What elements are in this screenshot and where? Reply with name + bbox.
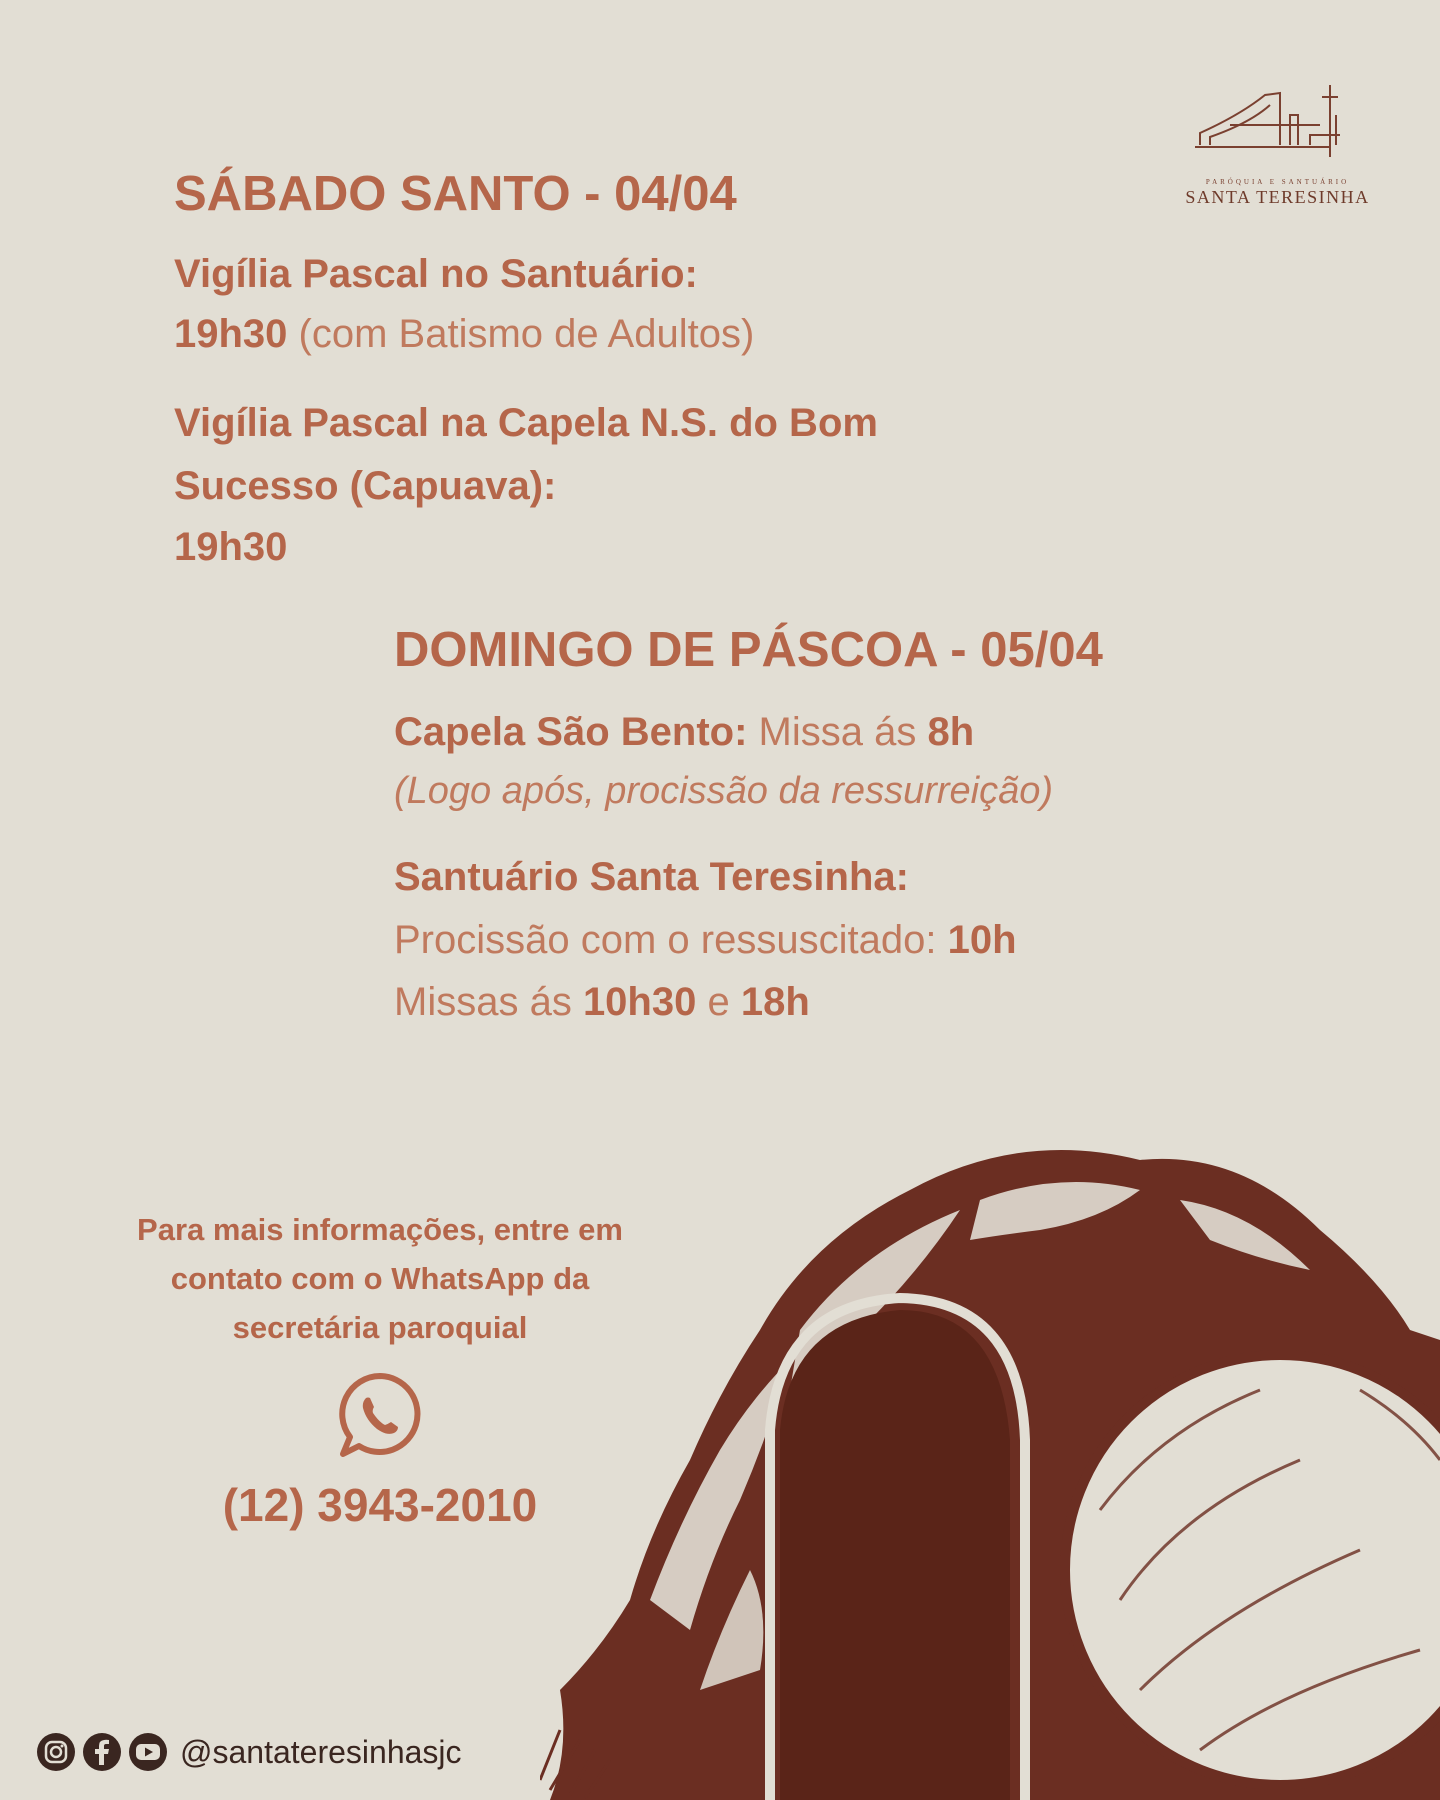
parish-logo bbox=[1170, 75, 1385, 215]
contact-info-line3: secretária paroquial bbox=[232, 1310, 528, 1345]
sao-bento-text: Missa ás bbox=[758, 710, 917, 754]
missas-text: Missas ás bbox=[394, 980, 572, 1024]
missas-and: e bbox=[707, 980, 730, 1024]
vigilia-capela-label-line1: Vigília Pascal na Capela N.S. do Bom bbox=[174, 401, 878, 445]
sabado-title: SÁBADO SANTO - 04/04 bbox=[174, 167, 737, 221]
church-logo-icon bbox=[1170, 75, 1385, 175]
domingo-title: DOMINGO DE PÁSCOA - 05/04 bbox=[394, 623, 1103, 677]
vigilia-santuario-time: 19h30 bbox=[174, 312, 288, 356]
whatsapp-icon bbox=[335, 1370, 425, 1460]
vigilia-capela-time: 19h30 bbox=[174, 525, 288, 569]
logo-subtitle: PARÓQUIA E SANTUÁRIO bbox=[1205, 178, 1350, 186]
vigilia-santuario-time-line bbox=[174, 312, 754, 357]
procissao-text: Procissão com o ressuscitado: bbox=[394, 918, 937, 962]
contact-info-line1: Para mais informações, entre em bbox=[137, 1212, 623, 1247]
vigilia-santuario-label: Vigília Pascal no Santuário: bbox=[174, 252, 698, 296]
sao-bento-label: Capela São Bento: bbox=[394, 710, 748, 754]
sao-bento-time: 8h bbox=[927, 710, 975, 754]
sao-bento-note: (Logo após, procissão da ressurreição) bbox=[394, 770, 1054, 812]
santuario-label: Santuário Santa Teresinha: bbox=[394, 855, 909, 899]
phone-number[interactable]: (12) 3943-2010 bbox=[222, 1479, 538, 1531]
youtube-icon[interactable] bbox=[128, 1732, 168, 1772]
procissao-time: 10h bbox=[947, 918, 1017, 962]
facebook-icon[interactable] bbox=[82, 1732, 122, 1772]
procissao-line bbox=[394, 918, 1017, 963]
instagram-icon[interactable] bbox=[36, 1732, 76, 1772]
social-links bbox=[36, 1730, 462, 1774]
vigilia-capela-label-line2: Sucesso (Capuava): bbox=[174, 464, 557, 508]
missas-time-1: 10h30 bbox=[582, 980, 697, 1024]
sao-bento-line bbox=[394, 710, 974, 755]
contact-info-line2: contato com o WhatsApp da bbox=[170, 1261, 590, 1296]
vigilia-santuario-note: (com Batismo de Adultos) bbox=[298, 312, 755, 356]
contact-info bbox=[50, 1205, 710, 1352]
social-handle[interactable]: @santateresinhasjc bbox=[180, 1733, 462, 1770]
missas-time-2: 18h bbox=[740, 980, 810, 1024]
logo-name: SANTA TERESINHA bbox=[1185, 187, 1370, 207]
missas-line bbox=[394, 980, 810, 1025]
